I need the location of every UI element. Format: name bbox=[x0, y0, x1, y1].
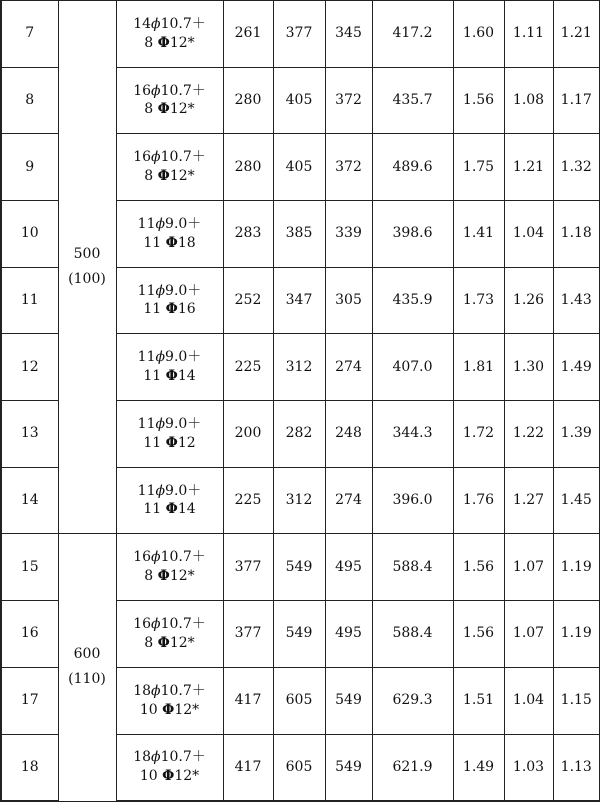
row-number: 16 bbox=[1, 601, 58, 668]
row-number: 11 bbox=[1, 267, 58, 334]
value-cell-6: 1.08 bbox=[504, 67, 553, 134]
value-cell-1: 280 bbox=[223, 134, 273, 201]
rebar-diameter: 9.0＋ bbox=[165, 415, 202, 432]
value-cell-1: 225 bbox=[223, 467, 273, 534]
reinforcement-cell bbox=[116, 467, 223, 534]
value-cell-1: 377 bbox=[223, 601, 273, 668]
value-cell-4: 629.3 bbox=[372, 667, 453, 734]
reinforcement-cell bbox=[116, 334, 223, 401]
reinforcement-cell bbox=[116, 267, 223, 334]
bar-diameter: 16 bbox=[177, 301, 196, 318]
bar-count: 8 bbox=[144, 568, 158, 585]
bar-count: 11 bbox=[143, 368, 166, 385]
value-cell-1: 377 bbox=[223, 534, 273, 601]
bar-diameter: 12* bbox=[169, 101, 195, 118]
value-cell-3: 372 bbox=[325, 67, 372, 134]
value-cell-5: 1.51 bbox=[453, 667, 504, 734]
value-cell-3: 372 bbox=[325, 134, 372, 201]
rebar-count: 16 bbox=[133, 549, 152, 566]
value-cell-7: 1.49 bbox=[553, 334, 600, 401]
row-number: 7 bbox=[1, 1, 58, 68]
rebar-count: 16 bbox=[133, 82, 152, 99]
value-cell-6: 1.21 bbox=[504, 134, 553, 201]
section-size: 500 bbox=[73, 246, 101, 263]
diameter-symbol-icon: ϕ bbox=[151, 82, 161, 99]
reinforcement-cell bbox=[116, 734, 223, 801]
reinforcement-cell bbox=[116, 134, 223, 201]
bar-diameter: 12 bbox=[177, 434, 196, 451]
rebar-diameter: 9.0＋ bbox=[165, 215, 202, 232]
value-cell-7: 1.15 bbox=[553, 667, 600, 734]
value-cell-2: 605 bbox=[273, 667, 325, 734]
value-cell-3: 339 bbox=[325, 200, 372, 267]
value-cell-3: 495 bbox=[325, 601, 372, 668]
value-cell-2: 549 bbox=[273, 534, 325, 601]
rebar-count: 14 bbox=[133, 15, 152, 32]
steel-grade-symbol-icon: Φ bbox=[165, 301, 178, 318]
bar-count: 10 bbox=[139, 701, 163, 718]
bar-diameter: 12* bbox=[169, 168, 195, 185]
diameter-symbol-icon: ϕ bbox=[151, 749, 161, 766]
reinforcement-cell bbox=[116, 667, 223, 734]
bar-count: 10 bbox=[139, 768, 163, 785]
value-cell-5: 1.75 bbox=[453, 134, 504, 201]
value-cell-3: 549 bbox=[325, 734, 372, 801]
value-cell-5: 1.56 bbox=[453, 67, 504, 134]
rebar-count: 16 bbox=[133, 149, 152, 166]
reinforcement-cell bbox=[116, 400, 223, 467]
diameter-symbol-icon: ϕ bbox=[151, 682, 161, 699]
value-cell-7: 1.19 bbox=[553, 534, 600, 601]
value-cell-7: 1.18 bbox=[553, 200, 600, 267]
value-cell-4: 435.7 bbox=[372, 67, 453, 134]
steel-grade-symbol-icon: Φ bbox=[165, 434, 178, 451]
value-cell-5: 1.49 bbox=[453, 734, 504, 801]
value-cell-1: 225 bbox=[223, 334, 273, 401]
value-cell-6: 1.26 bbox=[504, 267, 553, 334]
section-sub: (110) bbox=[68, 671, 106, 688]
value-cell-4: 588.4 bbox=[372, 601, 453, 668]
diameter-symbol-icon: ϕ bbox=[151, 616, 161, 633]
row-number: 13 bbox=[1, 400, 58, 467]
bar-diameter: 12* bbox=[174, 768, 200, 785]
row-number: 9 bbox=[1, 134, 58, 201]
table-body bbox=[1, 1, 600, 802]
value-cell-7: 1.19 bbox=[553, 601, 600, 668]
rebar-diameter: 9.0＋ bbox=[165, 482, 202, 499]
value-cell-6: 1.07 bbox=[504, 534, 553, 601]
diameter-symbol-icon: ϕ bbox=[155, 282, 166, 299]
bar-diameter: 18 bbox=[177, 234, 196, 251]
value-cell-1: 280 bbox=[223, 67, 273, 134]
row-number: 10 bbox=[1, 200, 58, 267]
value-cell-4: 435.9 bbox=[372, 267, 453, 334]
rebar-count: 11 bbox=[137, 415, 156, 432]
value-cell-1: 283 bbox=[223, 200, 273, 267]
bar-count: 11 bbox=[143, 301, 166, 318]
steel-grade-symbol-icon: Φ bbox=[162, 701, 175, 718]
row-number: 14 bbox=[1, 467, 58, 534]
row-number: 18 bbox=[1, 734, 58, 801]
rebar-diameter: 10.7＋ bbox=[160, 749, 206, 766]
bar-diameter: 12* bbox=[169, 634, 195, 651]
rebar-count: 11 bbox=[137, 349, 156, 366]
value-cell-4: 344.3 bbox=[372, 400, 453, 467]
bar-diameter: 12* bbox=[169, 568, 195, 585]
rebar-count: 11 bbox=[137, 482, 156, 499]
value-cell-5: 1.60 bbox=[453, 1, 504, 68]
value-cell-6: 1.04 bbox=[504, 200, 553, 267]
value-cell-4: 621.9 bbox=[372, 734, 453, 801]
steel-grade-symbol-icon: Φ bbox=[165, 368, 178, 385]
rebar-diameter: 9.0＋ bbox=[165, 349, 202, 366]
rebar-count: 11 bbox=[137, 282, 156, 299]
diameter-symbol-icon: ϕ bbox=[155, 482, 166, 499]
value-cell-1: 417 bbox=[223, 667, 273, 734]
diameter-symbol-icon: ϕ bbox=[151, 549, 161, 566]
value-cell-1: 417 bbox=[223, 734, 273, 801]
value-cell-6: 1.27 bbox=[504, 467, 553, 534]
steel-grade-symbol-icon: Φ bbox=[157, 634, 170, 651]
value-cell-5: 1.76 bbox=[453, 467, 504, 534]
rebar-diameter: 10.7＋ bbox=[160, 15, 206, 32]
diameter-symbol-icon: ϕ bbox=[155, 349, 166, 366]
steel-grade-symbol-icon: Φ bbox=[157, 568, 170, 585]
value-cell-6: 1.30 bbox=[504, 334, 553, 401]
value-cell-6: 1.04 bbox=[504, 667, 553, 734]
value-cell-4: 407.0 bbox=[372, 334, 453, 401]
section-cell bbox=[58, 534, 116, 801]
diameter-symbol-icon: ϕ bbox=[151, 15, 161, 32]
rebar-diameter: 10.7＋ bbox=[160, 682, 206, 699]
value-cell-2: 282 bbox=[273, 400, 325, 467]
reinforcement-cell bbox=[116, 601, 223, 668]
reinforcement-cell bbox=[116, 1, 223, 68]
diameter-symbol-icon: ϕ bbox=[155, 415, 166, 432]
diameter-symbol-icon: ϕ bbox=[151, 149, 161, 166]
bar-count: 8 bbox=[144, 168, 158, 185]
rebar-diameter: 9.0＋ bbox=[165, 282, 202, 299]
value-cell-1: 252 bbox=[223, 267, 273, 334]
value-cell-2: 312 bbox=[273, 467, 325, 534]
value-cell-7: 1.32 bbox=[553, 134, 600, 201]
value-cell-4: 396.0 bbox=[372, 467, 453, 534]
bar-count: 11 bbox=[143, 501, 166, 518]
value-cell-3: 305 bbox=[325, 267, 372, 334]
section-size: 600 bbox=[73, 646, 101, 663]
value-cell-7: 1.43 bbox=[553, 267, 600, 334]
value-cell-7: 1.45 bbox=[553, 467, 600, 534]
rebar-diameter: 10.7＋ bbox=[160, 82, 206, 99]
steel-grade-symbol-icon: Φ bbox=[162, 768, 175, 785]
steel-grade-symbol-icon: Φ bbox=[157, 168, 170, 185]
bar-count: 8 bbox=[144, 634, 158, 651]
value-cell-6: 1.22 bbox=[504, 400, 553, 467]
bar-diameter: 14 bbox=[177, 501, 196, 518]
value-cell-6: 1.07 bbox=[504, 601, 553, 668]
value-cell-7: 1.13 bbox=[553, 734, 600, 801]
value-cell-5: 1.81 bbox=[453, 334, 504, 401]
value-cell-3: 345 bbox=[325, 1, 372, 68]
value-cell-7: 1.17 bbox=[553, 67, 600, 134]
reinforcement-cell bbox=[116, 67, 223, 134]
value-cell-5: 1.56 bbox=[453, 534, 504, 601]
value-cell-4: 417.2 bbox=[372, 1, 453, 68]
diameter-symbol-icon: ϕ bbox=[155, 215, 166, 232]
row-number: 17 bbox=[1, 667, 58, 734]
value-cell-4: 588.4 bbox=[372, 534, 453, 601]
row-number: 8 bbox=[1, 67, 58, 134]
value-cell-3: 274 bbox=[325, 467, 372, 534]
rebar-diameter: 10.7＋ bbox=[160, 149, 206, 166]
reinforcement-cell bbox=[116, 200, 223, 267]
value-cell-5: 1.72 bbox=[453, 400, 504, 467]
rebar-count: 18 bbox=[133, 682, 152, 699]
value-cell-2: 347 bbox=[273, 267, 325, 334]
value-cell-5: 1.56 bbox=[453, 601, 504, 668]
reinforcement-cell bbox=[116, 534, 223, 601]
value-cell-5: 1.73 bbox=[453, 267, 504, 334]
table-row bbox=[1, 1, 600, 68]
value-cell-2: 549 bbox=[273, 601, 325, 668]
rebar-count: 18 bbox=[133, 749, 152, 766]
bar-count: 11 bbox=[143, 234, 166, 251]
value-cell-3: 274 bbox=[325, 334, 372, 401]
bar-diameter: 12* bbox=[169, 34, 195, 51]
bar-count: 8 bbox=[144, 101, 158, 118]
value-cell-2: 405 bbox=[273, 134, 325, 201]
value-cell-4: 398.6 bbox=[372, 200, 453, 267]
value-cell-3: 495 bbox=[325, 534, 372, 601]
value-cell-5: 1.41 bbox=[453, 200, 504, 267]
value-cell-3: 248 bbox=[325, 400, 372, 467]
value-cell-2: 405 bbox=[273, 67, 325, 134]
table-row bbox=[1, 534, 600, 601]
value-cell-6: 1.03 bbox=[504, 734, 553, 801]
value-cell-7: 1.21 bbox=[553, 1, 600, 68]
rebar-count: 11 bbox=[137, 215, 156, 232]
steel-grade-symbol-icon: Φ bbox=[165, 501, 178, 518]
bar-diameter: 12* bbox=[174, 701, 200, 718]
rebar-diameter: 10.7＋ bbox=[160, 549, 206, 566]
row-number: 12 bbox=[1, 334, 58, 401]
bar-count: 11 bbox=[143, 434, 166, 451]
bar-diameter: 14 bbox=[177, 368, 196, 385]
section-cell bbox=[58, 1, 116, 534]
value-cell-2: 377 bbox=[273, 1, 325, 68]
steel-grade-symbol-icon: Φ bbox=[157, 34, 170, 51]
value-cell-1: 261 bbox=[223, 1, 273, 68]
rebar-diameter: 10.7＋ bbox=[160, 616, 206, 633]
bar-count: 8 bbox=[144, 34, 158, 51]
value-cell-3: 549 bbox=[325, 667, 372, 734]
value-cell-2: 312 bbox=[273, 334, 325, 401]
value-cell-2: 605 bbox=[273, 734, 325, 801]
section-sub: (100) bbox=[68, 271, 106, 288]
value-cell-4: 489.6 bbox=[372, 134, 453, 201]
value-cell-2: 385 bbox=[273, 200, 325, 267]
steel-grade-symbol-icon: Φ bbox=[157, 101, 170, 118]
value-cell-1: 200 bbox=[223, 400, 273, 467]
steel-grade-symbol-icon: Φ bbox=[165, 234, 178, 251]
row-number: 15 bbox=[1, 534, 58, 601]
rebar-count: 16 bbox=[133, 616, 152, 633]
value-cell-6: 1.11 bbox=[504, 1, 553, 68]
value-cell-7: 1.39 bbox=[553, 400, 600, 467]
